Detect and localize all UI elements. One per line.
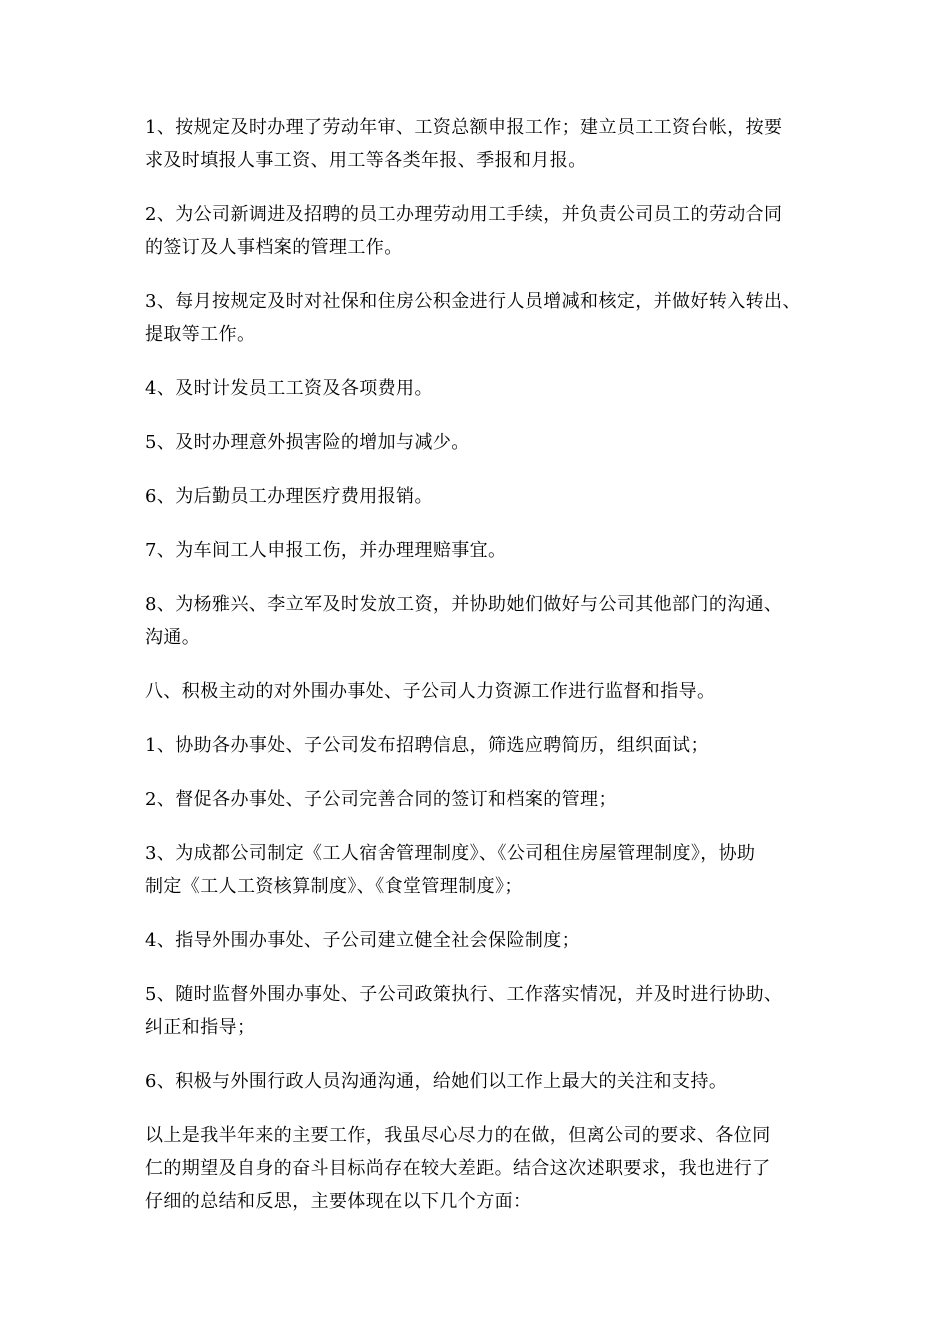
paragraph-line: 1、协助各办事处、子公司发布招聘信息，筛选应聘简历，组织面试； [145, 735, 709, 756]
paragraph-line: 仔细的总结和反思，主要体现在以下几个方面： [145, 1191, 532, 1212]
paragraph-line: 2、为公司新调进及招聘的员工办理劳动用工手续，并负责公司员工的劳动合同 [145, 204, 783, 225]
paragraph-line: 3、每月按规定及时对社保和住房公积金进行人员增减和核定，并做好转入转出、 [145, 291, 801, 312]
paragraph-8 [145, 588, 815, 654]
paragraph-13 [145, 924, 815, 957]
paragraph-7 [145, 534, 815, 567]
paragraph-line: 2、督促各办事处、子公司完善合同的签订和档案的管理； [145, 789, 617, 810]
paragraph-4 [145, 372, 815, 405]
paragraph-11 [145, 783, 815, 816]
paragraph-line: 1、按规定及时办理了劳动年审、工资总额申报工作；建立员工工资台帐，按要 [145, 117, 783, 138]
paragraph-line: 纠正和指导； [145, 1017, 256, 1038]
paragraph-line: 6、积极与外围行政人员沟通沟通，给她们以工作上最大的关注和支持。 [145, 1071, 728, 1092]
paragraph-line: 7、为车间工人申报工伤，并办理理赔事宜。 [145, 540, 507, 561]
paragraph-line: 5、及时办理意外损害险的增加与减少。 [145, 432, 470, 453]
paragraph-6 [145, 480, 815, 513]
section-heading-8 [145, 675, 815, 708]
paragraph-line: 提取等工作。 [145, 324, 256, 345]
paragraph-line: 3、为成都公司制定《工人宿舍管理制度》、《公司租住房屋管理制度》，协助 [145, 843, 756, 864]
paragraph-3 [145, 285, 815, 351]
paragraph-line: 求及时填报人事工资、用工等各类年报、季报和月报。 [145, 150, 587, 171]
paragraph-line: 4、及时计发员工工资及各项费用。 [145, 378, 433, 399]
paragraph-line: 6、为后勤员工办理医疗费用报销。 [145, 486, 433, 507]
paragraph-line: 仁的期望及自身的奋斗目标尚存在较大差距。结合这次述职要求，我也进行了 [145, 1158, 771, 1179]
paragraph-line: 以上是我半年来的主要工作，我虽尽心尽力的在做，但离公司的要求、各位同 [145, 1125, 771, 1146]
paragraph-1 [145, 111, 815, 177]
paragraph-line: 8、为杨雅兴、李立军及时发放工资，并协助她们做好与公司其他部门的沟通、 [145, 594, 783, 615]
paragraph-line: 八、积极主动的对外围办事处、子公司人力资源工作进行监督和指导。 [145, 681, 716, 702]
paragraph-15 [145, 1065, 815, 1098]
paragraph-line: 的签订及人事档案的管理工作。 [145, 237, 403, 258]
paragraph-14 [145, 978, 815, 1044]
document-body [145, 111, 815, 1239]
paragraph-12 [145, 837, 815, 903]
paragraph-10 [145, 729, 815, 762]
paragraph-line: 制定《工人工资核算制度》、《食堂管理制度》； [145, 876, 523, 897]
paragraph-line: 5、随时监督外围办事处、子公司政策执行、工作落实情况，并及时进行协助、 [145, 984, 783, 1005]
paragraph-16 [145, 1119, 815, 1218]
paragraph-line: 4、指导外围办事处、子公司建立健全社会保险制度； [145, 930, 581, 951]
paragraph-line: 沟通。 [145, 627, 201, 648]
paragraph-5 [145, 426, 815, 459]
paragraph-2 [145, 198, 815, 264]
